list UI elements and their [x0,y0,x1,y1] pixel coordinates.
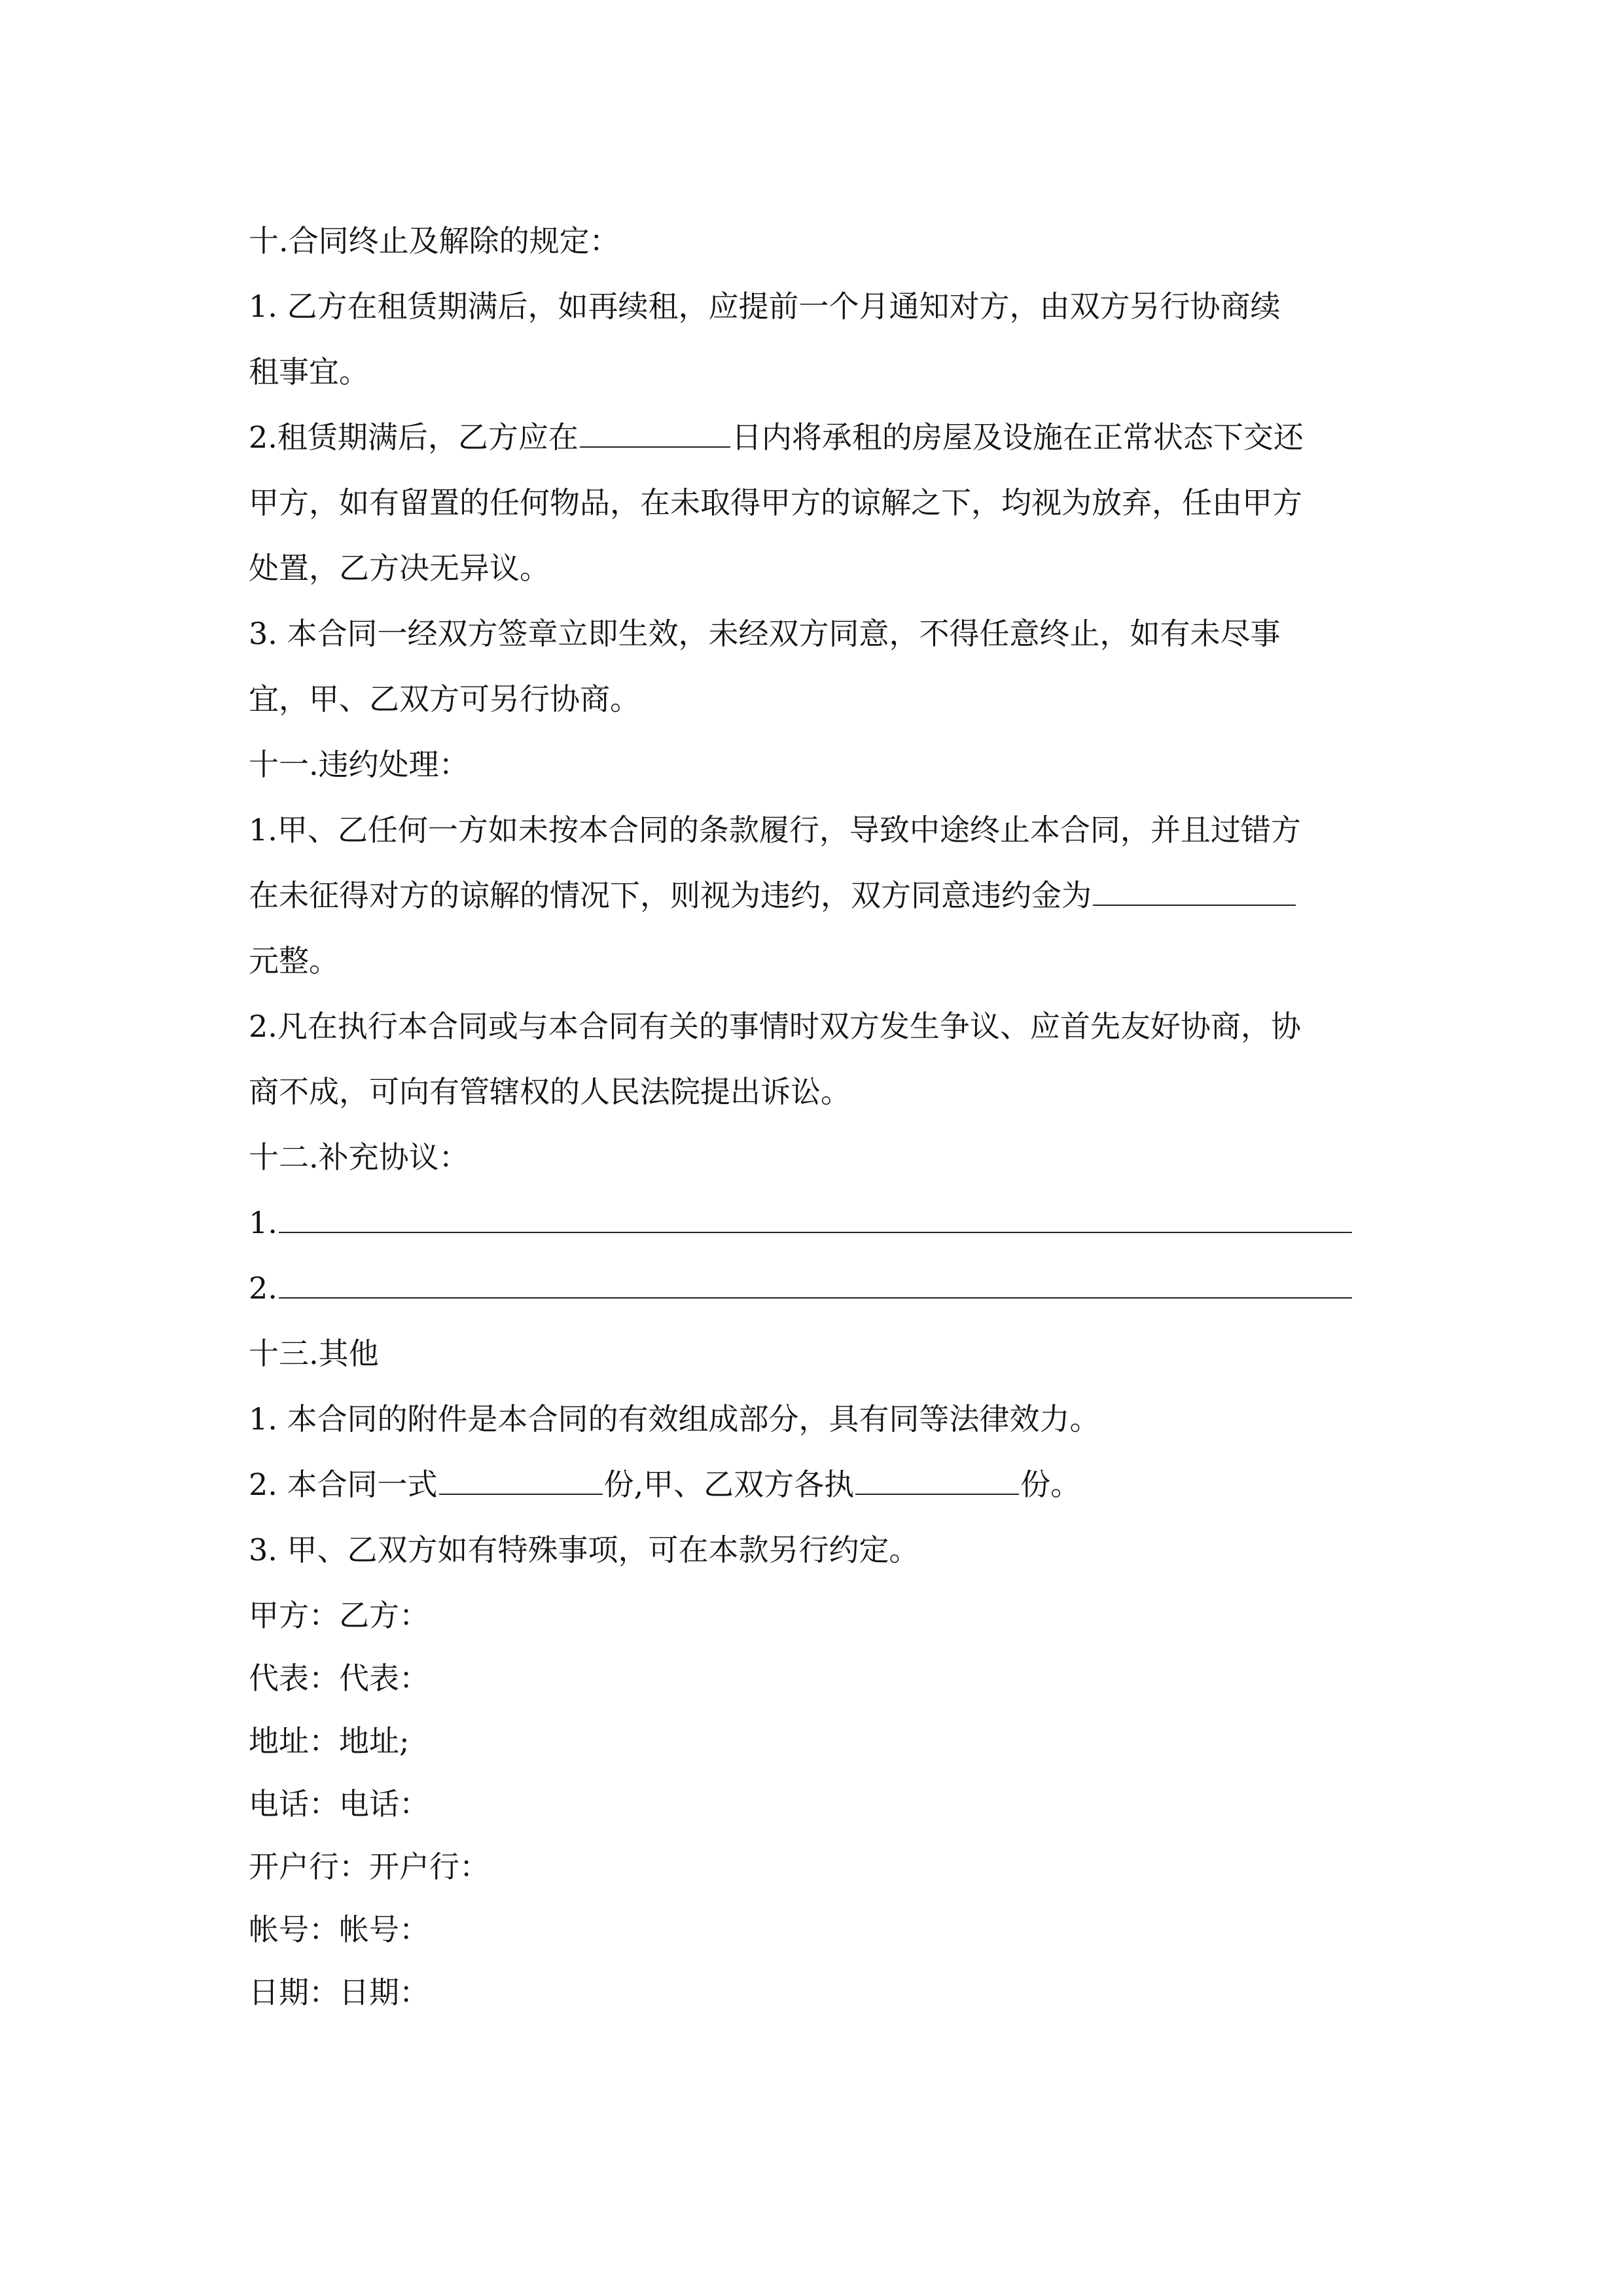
section-10-item-3-line-2: 宜，甲、乙双方可另行协商。 [249,681,640,717]
section-13-item-2-prefix: 2. 本合同一式 [249,1467,438,1502]
contract-page [249,208,1387,2022]
section-11-item-2-line-2: 商不成，可向有管辖权的人民法院提出诉讼。 [249,1074,851,1109]
section-10-heading: 十.合同终止及解除的规定： [249,223,620,259]
section-10-item-2-line-1 [249,404,1387,470]
section-10-item-2-suffix: 日内将承租的房屋及设施在正常状态下交还 [731,420,1304,455]
supplement-2-blank[interactable] [279,1267,1352,1299]
return-days-blank[interactable] [580,416,730,448]
section-11-item-1-text: 在未征得对方的谅解的情况下，则视为违约，双方同意违约金为 [249,878,1092,913]
signature-address: 地址：地址; [249,1723,410,1759]
section-10-item-3-line-1: 3. 本合同一经双方签章立即生效，未经双方同意，不得任意终止，如有未尽事 [249,616,1281,651]
copies-total-blank[interactable] [439,1463,603,1495]
section-11-item-1-line-3: 元整。 [249,943,339,978]
signature-phone: 电话：电话： [249,1786,429,1821]
section-13-item-3: 3. 甲、乙双方如有特殊事项，可在本款另行约定。 [249,1532,919,1568]
section-13-heading: 十三.其他 [249,1336,379,1371]
signature-account: 帐号：帐号： [249,1912,429,1947]
section-10-item-2-line-2: 甲方，如有留置的任何物品，在未取得甲方的谅解之下，均视为放弃，任由甲方 [249,485,1302,520]
section-13-item-2-mid: 份,甲、乙双方各执 [603,1467,855,1502]
section-13-item-2-suffix: 份。 [1020,1467,1081,1502]
supplement-item-2 [249,1255,1387,1321]
signature-party: 甲方：乙方： [249,1598,429,1633]
section-11-item-1-line-2 [249,863,1387,928]
supplement-item-1-label: 1. [249,1205,277,1240]
signature-representative: 代表：代表： [249,1660,429,1696]
section-11-heading: 十一.违约处理： [249,747,469,782]
section-13-item-2 [249,1452,1387,1517]
signature-bank: 开户行：开户行： [249,1849,490,1884]
penalty-amount-blank[interactable] [1093,874,1296,906]
section-10-item-1-line-2: 租事宜。 [249,354,369,389]
supplement-item-1 [249,1190,1387,1255]
supplement-1-blank[interactable] [279,1202,1352,1233]
signature-date: 日期：日期： [249,1975,429,2010]
section-12-heading: 十二.补充协议： [249,1139,469,1175]
section-10-item-2-prefix: 2.租赁期满后，乙方应在 [249,420,579,455]
section-13-item-1: 1. 本合同的附件是本合同的有效组成部分，具有同等法律效力。 [249,1401,1100,1437]
section-10-item-2-line-3: 处置，乙方决无异议。 [249,550,550,586]
section-11-item-1-line-1: 1.甲、乙任何一方如未按本合同的条款履行，导致中途终止本合同，并且过错方 [249,812,1301,848]
supplement-item-2-label: 2. [249,1270,277,1306]
section-10-item-1-line-1: 1. 乙方在租赁期满后，如再续租，应提前一个月通知对方，由双方另行协商续 [249,289,1281,324]
section-11-item-2-line-1: 2.凡在执行本合同或与本合同有关的事情时双方发生争议、应首先友好协商，协 [249,1009,1301,1044]
copies-each-blank[interactable] [855,1463,1019,1495]
